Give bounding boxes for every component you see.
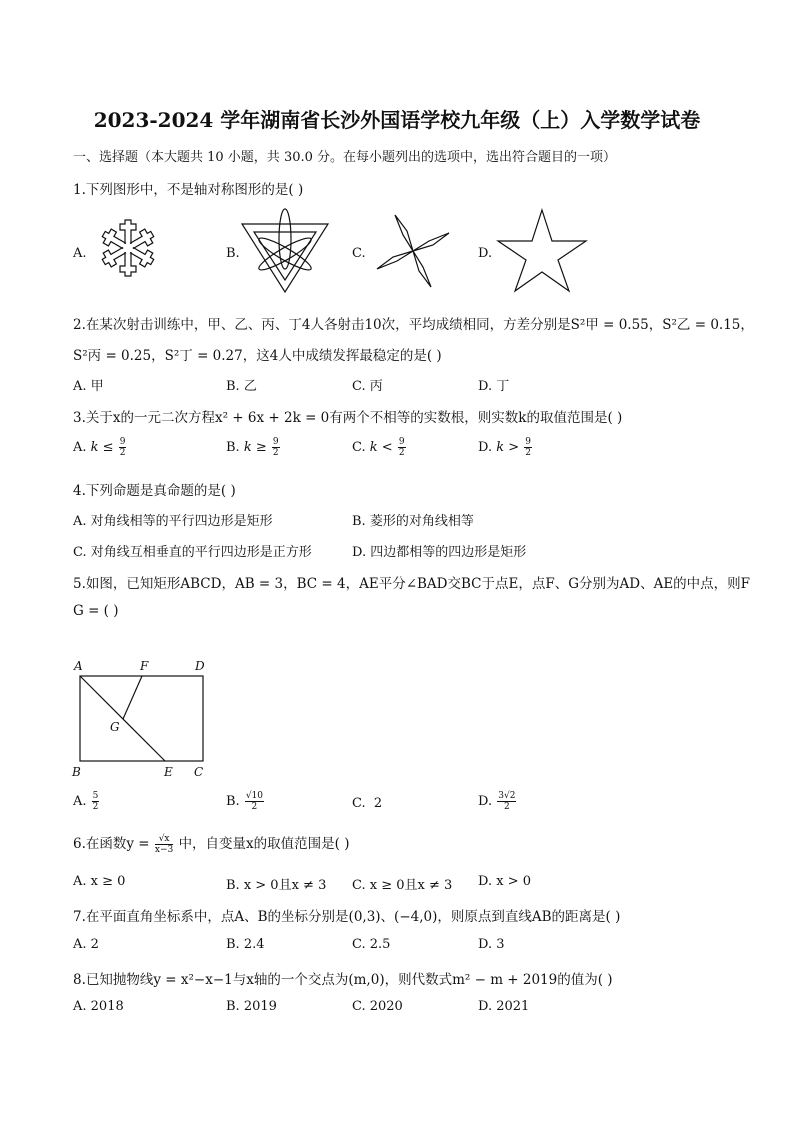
q6-stem-suffix: 中，自变量x的取值范围是( ) (178, 836, 350, 852)
point-e-label: E (164, 765, 173, 779)
q8-option-b: B. 2019 (226, 999, 277, 1014)
q7-option-d: D. 3 (478, 937, 505, 952)
q5-option-c-value: 2 (373, 796, 383, 811)
q5-option-c (352, 796, 382, 811)
q2-option-a: A. 甲 (73, 379, 104, 394)
q2-option-d: D. 丁 (478, 379, 510, 394)
q5-option-a-fraction (92, 791, 100, 812)
q8-option-c: C. 2020 (352, 999, 403, 1014)
question-6-stem (73, 832, 350, 855)
vertex-a-label: A (74, 659, 83, 673)
q3-option-a-expr: k ≤ (90, 440, 114, 455)
q2-option-b: B. 乙 (226, 379, 257, 394)
q3-option-c-label: C. (352, 440, 366, 455)
fraction-denominator: 2 (92, 802, 99, 812)
question-5-stem-line2: G = ( ) (73, 603, 119, 619)
fraction-numerator: √x (155, 834, 173, 845)
q5-option-d-fraction (497, 791, 516, 812)
q3-option-b-label: B. (226, 440, 240, 455)
pinwheel-figure (370, 208, 456, 294)
q3-option-a-fraction (119, 437, 127, 458)
fraction-numerator: 9 (119, 437, 126, 447)
q5-option-a-label: A. (73, 794, 87, 809)
point-g-label: G (110, 720, 120, 734)
q3-option-c-expr: k < (369, 440, 393, 455)
fraction-numerator: 3√2 (498, 791, 516, 801)
triangle-leaves-figure (240, 206, 330, 294)
fraction-denominator: 2 (119, 448, 126, 458)
q4-option-d: D. 四边都相等的四边形是矩形 (352, 545, 527, 560)
q2-option-c: C. 丙 (352, 379, 383, 394)
q3-option-c (352, 437, 407, 458)
question-8-stem: 8.已知抛物线y = x²−x−1与x轴的一个交点为(m,0)，则代数式m² − m + 2019的值为( ) (73, 972, 613, 988)
question-1-stem: 1.下列图形中，不是轴对称图形的是( ) (73, 182, 304, 198)
question-5-stem-line1: 5.如图，已知矩形ABCD，AB = 3，BC = 4，AE平分∠BAD交BC于点E，点F、G分别为AD、AE的中点，则F (73, 576, 751, 592)
q4-option-b: B. 菱形的对角线相等 (352, 514, 474, 529)
q3-option-a (73, 437, 127, 458)
fraction-denominator: 2 (398, 448, 405, 458)
q6-option-c: C. x ≥ 0且x ≠ 3 (352, 878, 453, 893)
fraction-denominator: 2 (251, 802, 258, 812)
q3-option-b-fraction (272, 437, 280, 458)
fraction-denominator: 2 (503, 802, 510, 812)
q7-option-b: B. 2.4 (226, 937, 265, 952)
q4-option-a: A. 对角线相等的平行四边形是矩形 (73, 514, 273, 529)
q3-option-d-expr: k > (496, 440, 520, 455)
vertex-c-label: C (194, 765, 204, 779)
fraction-numerator: 9 (398, 437, 405, 447)
star-figure (496, 208, 588, 292)
question-2-stem-line1: 2.在某次射击训练中，甲、乙、丙、丁4人各射击10次，平均成绩相同，方差分别是S²甲 = 0.55，S²乙 = 0.15， (73, 317, 754, 333)
fraction-numerator: 9 (272, 437, 279, 447)
q5-option-d (478, 791, 517, 812)
q7-option-a: A. 2 (73, 937, 99, 952)
fraction-numerator: 5 (92, 791, 99, 801)
q6-function-fraction (155, 834, 173, 855)
q1-option-b-label: B. (226, 246, 240, 261)
q5-option-c-label: C. (352, 796, 366, 811)
exam-title: 2023-2024 学年湖南省长沙外国语学校九年级（上）入学数学试卷 (93, 108, 701, 132)
vertex-b-label: B (72, 765, 81, 779)
q5-option-b-label: B. (226, 794, 240, 809)
fraction-numerator: 9 (525, 437, 532, 447)
question-2-stem-line2: S²丙 = 0.25，S²丁 = 0.27，这4人中成绩发挥最稳定的是( ) (73, 348, 442, 364)
rectangle-geometry-figure (70, 656, 220, 782)
q3-option-d-fraction (524, 437, 532, 458)
q6-option-b: B. x > 0且x ≠ 3 (226, 878, 327, 893)
q3-option-d (478, 437, 533, 458)
q8-option-a: A. 2018 (73, 999, 124, 1014)
vertex-d-label: D (195, 659, 205, 673)
q4-option-c: C. 对角线互相垂直的平行四边形是正方形 (73, 545, 312, 560)
q5-option-a (73, 791, 100, 812)
section-heading: 一、选择题（本大题共 10 小题，共 30.0 分。在每小题列出的选项中，选出符合题目的一项） (73, 150, 617, 165)
q1-option-d-label: D. (478, 246, 493, 261)
question-3-stem: 3.关于x的一元二次方程x² + 6x + 2k = 0有两个不相等的实数根，则实数k的取值范围是( ) (73, 410, 623, 426)
question-4-stem: 4.下列命题是真命题的是( ) (73, 483, 236, 499)
q8-option-d: D. 2021 (478, 999, 530, 1014)
q3-option-d-label: D. (478, 440, 493, 455)
snowflake-figure (88, 218, 168, 278)
point-f-label: F (140, 659, 149, 673)
q1-option-c-label: C. (352, 246, 366, 261)
q6-stem-prefix: 6.在函数y = (73, 836, 150, 852)
fraction-denominator: x−3 (154, 845, 174, 855)
q6-option-d: D. x > 0 (478, 874, 531, 889)
question-7-stem: 7.在平面直角坐标系中，点A、B的坐标分别是(0,3)、(−4,0)，则原点到直线AB的距离是( ) (73, 909, 621, 925)
q3-option-b (226, 437, 281, 458)
q6-option-a: A. x ≥ 0 (73, 874, 126, 889)
fraction-numerator: √10 (245, 791, 264, 801)
q3-option-c-fraction (398, 437, 406, 458)
fraction-denominator: 2 (272, 448, 279, 458)
q3-option-a-label: A. (73, 440, 87, 455)
q5-option-b-fraction (245, 791, 264, 812)
q7-option-c: C. 2.5 (352, 937, 391, 952)
q3-option-b-expr: k ≥ (243, 440, 267, 455)
fraction-denominator: 2 (525, 448, 532, 458)
q1-option-a-label: A. (73, 246, 87, 261)
q5-option-d-label: D. (478, 794, 493, 809)
q5-option-b (226, 791, 265, 812)
